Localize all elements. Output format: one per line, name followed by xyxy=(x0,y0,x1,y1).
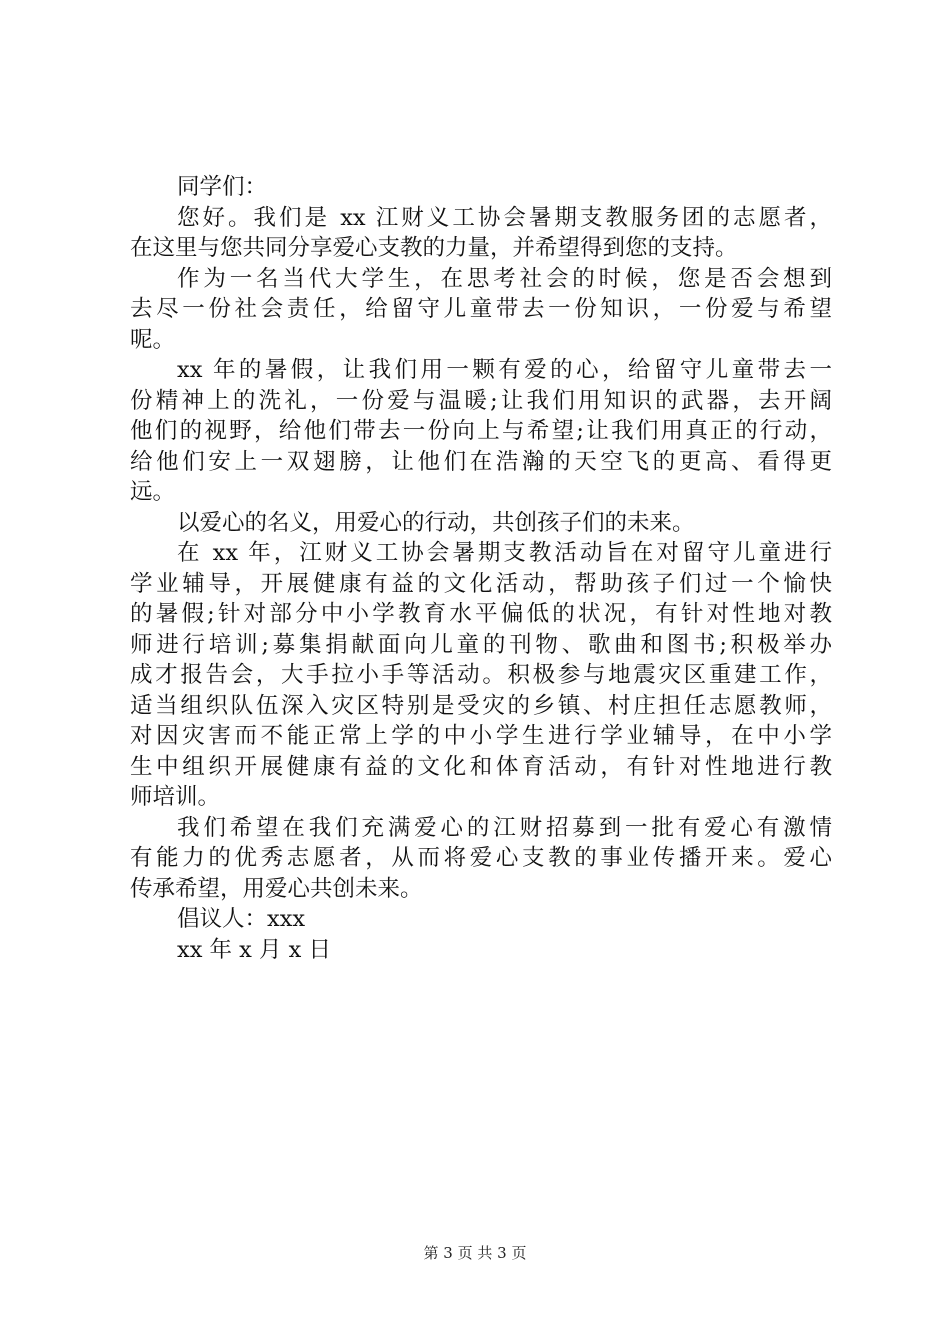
paragraph-line: 生中组织开展健康有益的文化和体育活动，有针对性地进行教 xyxy=(130,753,832,780)
paragraph-line: 以爱心的名义，用爱心的行动，共创孩子们的未来。 xyxy=(177,509,695,536)
date-line: xx 年 x 月 x 日 xyxy=(177,936,332,963)
paragraph-line: 给他们安上一双翅膀，让他们在浩瀚的天空飞的更高、看得更 xyxy=(130,448,832,475)
paragraph-line: 师培训。 xyxy=(130,784,221,810)
paragraph-line: 您好。我们是 xx 江财义工协会暑期支教服务团的志愿者， xyxy=(177,204,832,231)
paragraph-line: 远。 xyxy=(130,479,176,505)
paragraph-line: 在这里与您共同分享爱心支教的力量，并希望得到您的支持。 xyxy=(130,235,738,261)
paragraph-2 xyxy=(130,264,832,356)
paragraph-line: 作为一名当代大学生，在思考社会的时候，您是否会想到 xyxy=(177,265,832,292)
paragraph-line: 有能力的优秀志愿者，从而将爱心支教的事业传播开来。爱心 xyxy=(130,845,832,871)
paragraph-line: 我们希望在我们充满爱心的江财招募到一批有爱心有激情 xyxy=(177,814,832,841)
letter-body xyxy=(130,172,832,965)
paragraph-6 xyxy=(130,813,832,905)
paragraph-3 xyxy=(130,355,832,508)
paragraph-line: 学业辅导，开展健康有益的文化活动，帮助孩子们过一个愉快 xyxy=(130,570,832,597)
paragraph-line: 传承希望，用爱心共创未来。 xyxy=(130,875,423,902)
salutation: 同学们： xyxy=(177,174,268,200)
paragraph-line: 适当组织队伍深入灾区特别是受灾的乡镇、村庄担任志愿教师， xyxy=(130,692,832,719)
paragraph-line: 师进行培训;募集捐献面向儿童的刊物、歌曲和图书;积极举办 xyxy=(130,631,832,658)
paragraph-line: 在 xx 年，江财义工协会暑期支教活动旨在对留守儿童进行 xyxy=(177,540,832,566)
paragraph-line: 成才报告会，大手拉小手等活动。积极参与地震灾区重建工作， xyxy=(130,662,832,688)
paragraph-line: 去尽一份社会责任，给留守儿童带去一份知识，一份爱与希望 xyxy=(130,296,832,322)
paragraph-line: 的暑假;针对部分中小学教育水平偏低的状况，有针对性地对教 xyxy=(130,601,832,627)
paragraph-line: 他们的视野，给他们带去一份向上与希望;让我们用真正的行动， xyxy=(130,418,832,444)
paragraph-line: 对因灾害而不能正常上学的中小学生进行学业辅导，在中小学 xyxy=(130,723,832,749)
paragraph-5 xyxy=(130,538,832,813)
page-number-footer: 第 3 页 共 3 页 xyxy=(423,1244,527,1262)
paragraph-4 xyxy=(130,508,832,539)
signer-line: 倡议人：xxx xyxy=(177,906,306,932)
paragraph-1 xyxy=(130,203,832,264)
paragraph-line: 份精神上的洗礼，一份爱与温暖;让我们用知识的武器，去开阔 xyxy=(130,387,832,414)
paragraph-line: xx 年的暑假，让我们用一颗有爱的心，给留守儿童带去一 xyxy=(177,357,832,383)
paragraph-line: 呢。 xyxy=(130,326,176,353)
